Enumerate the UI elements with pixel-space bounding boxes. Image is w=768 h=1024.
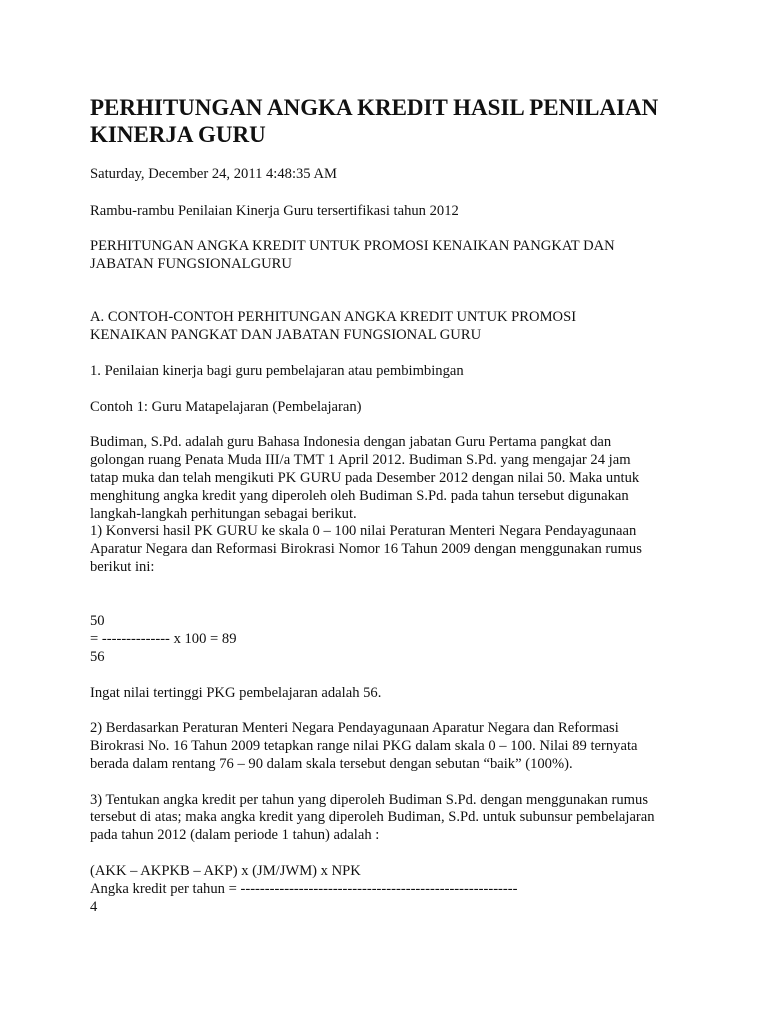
intro-text: Rambu-rambu Penilaian Kinerja Guru tersertifikasi tahun 2012: [90, 203, 459, 219]
section-a-heading: KENAIKAN PANGKAT DAN JABATAN FUNGSIONAL GURU: [90, 327, 482, 343]
example-1-heading: Contoh 1: Guru Matapelajaran (Pembelajaran): [90, 399, 362, 415]
timestamp: Saturday, December 24, 2011 4:48:35 AM: [90, 166, 337, 182]
paragraph-line: Aparatur Negara dan Reformasi Birokrasi Nomor 16 Tahun 2009 dengan menggunakan rumus: [90, 541, 642, 557]
formula-line: = -------------- x 100 = 89: [90, 631, 237, 647]
formula-2-denominator: 4: [90, 899, 98, 915]
step-2-line: 2) Berdasarkan Peraturan Menteri Negara Pendayagunaan Aparatur Negara dan Reformasi: [90, 720, 619, 736]
heading-line: JABATAN FUNGSIONALGURU: [90, 256, 292, 272]
paragraph-line: golongan ruang Penata Muda III/a TMT 1 April 2012. Budiman S.Pd. yang mengajar 24 jam: [90, 452, 631, 468]
paragraph-line: 1) Konversi hasil PK GURU ke skala 0 – 100 nilai Peraturan Menteri Negara Pendayagunaan: [90, 523, 637, 539]
note-text: Ingat nilai tertinggi PKG pembelajaran adalah 56.: [90, 685, 382, 701]
step-2-line: Birokrasi No. 16 Tahun 2009 tetapkan range nilai PKG dalam skala 0 – 100. Nilai 89 ternyata: [90, 738, 638, 754]
title-line: KINERJA GURU: [90, 122, 266, 147]
heading-line: PERHITUNGAN ANGKA KREDIT UNTUK PROMOSI KENAIKAN PANGKAT DAN: [90, 238, 615, 254]
section-a-heading: A. CONTOH-CONTOH PERHITUNGAN ANGKA KREDIT UNTUK PROMOSI: [90, 309, 577, 325]
point-1: 1. Penilaian kinerja bagi guru pembelajaran atau pembimbingan: [90, 363, 464, 379]
paragraph-line: langkah-langkah perhitungan sebagai berikut.: [90, 506, 357, 522]
formula-denominator: 56: [90, 649, 105, 665]
formula-numerator: 50: [90, 613, 105, 629]
paragraph-line: berikut ini:: [90, 559, 155, 575]
formula-2-numerator: (AKK – AKPKB – AKP) x (JM/JWM) x NPK: [90, 863, 361, 879]
paragraph-line: Budiman, S.Pd. adalah guru Bahasa Indonesia dengan jabatan Guru Pertama pangkat dan: [90, 434, 612, 450]
paragraph-line: menghitung angka kredit yang diperoleh oleh Budiman S.Pd. pada tahun tersebut digunakan: [90, 488, 629, 504]
step-3-line: 3) Tentukan angka kredit per tahun yang diperoleh Budiman S.Pd. dengan menggunakan rumus: [90, 792, 649, 808]
step-3-line: tersebut di atas; maka angka kredit yang diperoleh Budiman, S.Pd. untuk subunsur pembelajaran: [90, 809, 655, 825]
step-3-line: pada tahun 2012 (dalam periode 1 tahun) adalah :: [90, 827, 380, 843]
document-title: [90, 94, 710, 148]
step-2-line: berada dalam rentang 76 – 90 dalam skala tersebut dengan sebutan “baik” (100%).: [90, 756, 573, 772]
paragraph-line: tatap muka dan telah mengikuti PK GURU pada Desember 2012 dengan nilai 50. Maka untuk: [90, 470, 640, 486]
formula-2-line: Angka kredit per tahun = ---------------------------------------------------------: [90, 881, 518, 897]
title-line: PERHITUNGAN ANGKA KREDIT HASIL PENILAIAN: [90, 95, 659, 120]
